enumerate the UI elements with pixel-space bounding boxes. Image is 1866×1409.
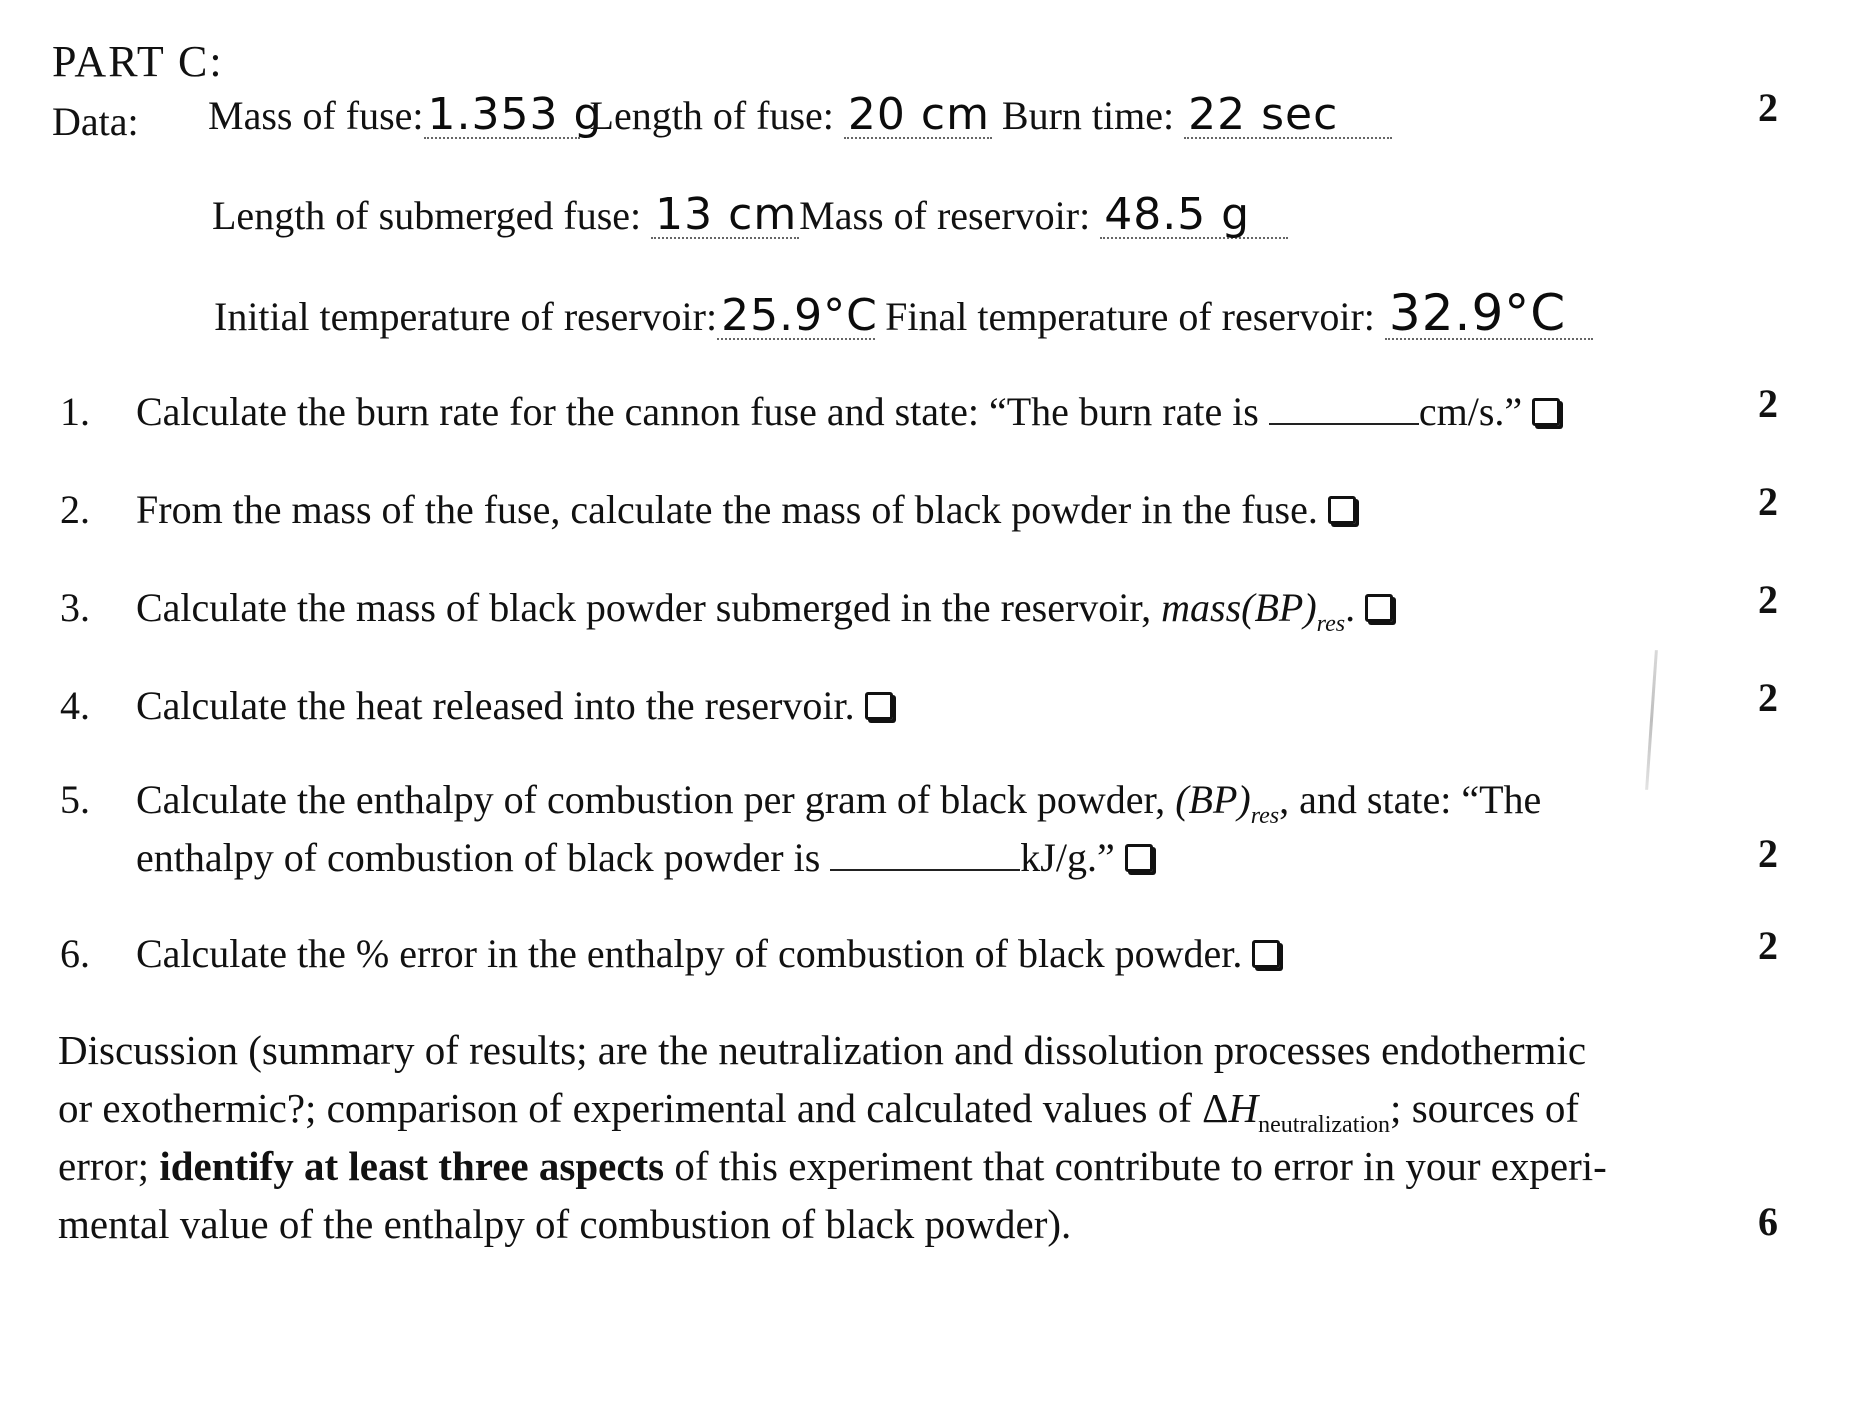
- mass-reservoir-label: Mass of reservoir:: [799, 193, 1091, 238]
- question-text: Calculate the mass of black powder submerged in the reservoir,: [136, 585, 1162, 630]
- math-term: H: [1228, 1085, 1259, 1131]
- data-row-2: [212, 189, 1288, 240]
- math-subscript: neutralization: [1258, 1112, 1391, 1138]
- question-3: [60, 584, 1393, 638]
- question-number: 1.: [60, 389, 90, 434]
- math-subscript: res: [1316, 611, 1346, 637]
- question-5: [60, 776, 1541, 830]
- question-text: enthalpy of combustion of black powder is: [136, 835, 831, 880]
- question-5-points: 2: [1758, 831, 1778, 876]
- question-6-points: 2: [1758, 923, 1778, 968]
- question-4: [60, 682, 893, 729]
- checkbox[interactable]: [1252, 940, 1280, 968]
- discussion-line-1: Discussion (summary of results; are the neutralization and dissolution processes endothermic: [58, 1027, 1587, 1073]
- length-submerged-field[interactable]: 13 cm: [651, 193, 799, 239]
- question-4-points: 2: [1758, 675, 1778, 720]
- mass-of-fuse-label: Mass of fuse:: [208, 93, 424, 138]
- question-number: 2.: [60, 487, 90, 532]
- question-text-end: kJ/g.”: [1020, 835, 1115, 880]
- question-1-points: 2: [1758, 381, 1778, 426]
- final-temp-label: Final temperature of reservoir:: [885, 294, 1375, 339]
- burn-time-field[interactable]: 22 sec: [1184, 93, 1392, 139]
- initial-temp-label: Initial temperature of reservoir:: [214, 294, 718, 339]
- checkbox[interactable]: [1532, 398, 1560, 426]
- discussion-text: error;: [58, 1143, 160, 1189]
- question-1: [60, 388, 1560, 435]
- length-of-fuse-label: Length of fuse:: [589, 93, 834, 138]
- mass-reservoir-field[interactable]: 48.5 g: [1100, 193, 1288, 239]
- discussion-text-end: of this experiment that contribute to error in your experi-: [664, 1143, 1607, 1189]
- checkbox[interactable]: [865, 692, 893, 720]
- question-text: Calculate the burn rate for the cannon fuse and state: “The burn rate is: [136, 389, 1269, 434]
- answer-blank[interactable]: [1269, 419, 1419, 425]
- discussion-text-end: ; sources of: [1390, 1085, 1580, 1131]
- question-number: 3.: [60, 585, 90, 630]
- question-6: [60, 930, 1280, 977]
- checkbox[interactable]: [1328, 496, 1356, 524]
- length-submerged-label: Length of submerged fuse:: [212, 193, 642, 238]
- discussion-text: or exothermic?; comparison of experimental and calculated values of Δ: [58, 1085, 1229, 1131]
- math-term: mass(BP): [1161, 585, 1317, 630]
- question-text: Calculate the enthalpy of combustion per gram of black powder,: [136, 777, 1176, 822]
- question-text-cont: , and state: “The: [1279, 777, 1542, 822]
- final-temp-field[interactable]: 32.9°C: [1385, 288, 1593, 340]
- question-text-end: .: [1345, 585, 1356, 630]
- question-5-line-2: [136, 834, 1153, 881]
- question-2: [60, 486, 1356, 533]
- discussion-points: 6: [1758, 1199, 1778, 1244]
- initial-temp-field[interactable]: 25.9°C: [717, 294, 875, 340]
- length-of-fuse-field[interactable]: 20 cm: [844, 93, 992, 139]
- data-row-3: [214, 284, 1593, 342]
- burn-time-label: Burn time:: [1001, 93, 1175, 138]
- checkbox[interactable]: [1125, 844, 1153, 872]
- discussion-line-2: [58, 1084, 1579, 1139]
- math-term: (BP): [1175, 777, 1251, 822]
- question-number: 6.: [60, 931, 90, 976]
- question-text: Calculate the heat released into the reservoir.: [136, 683, 855, 728]
- question-text: Calculate the % error in the enthalpy of combustion of black powder.: [136, 931, 1243, 976]
- data-points: 2: [1758, 85, 1778, 130]
- question-text-end: cm/s.”: [1418, 389, 1523, 434]
- data-label: Data:: [52, 99, 139, 144]
- part-title: PART C:: [52, 37, 224, 86]
- question-2-points: 2: [1758, 479, 1778, 524]
- discussion-line-4: mental value of the enthalpy of combustion of black powder).: [58, 1201, 1072, 1247]
- question-3-points: 2: [1758, 577, 1778, 622]
- question-text: From the mass of the fuse, calculate the mass of black powder in the fuse.: [136, 487, 1318, 532]
- stray-pen-mark: [1645, 650, 1658, 790]
- checkbox[interactable]: [1365, 594, 1393, 622]
- question-number: 5.: [60, 777, 90, 822]
- discussion-line-3: [58, 1142, 1607, 1190]
- emphasis-text: identify at least three aspects: [159, 1143, 665, 1189]
- answer-blank[interactable]: [830, 865, 1020, 871]
- data-row-1: [208, 89, 1392, 140]
- mass-of-fuse-field[interactable]: 1.353 g: [424, 93, 580, 139]
- question-number: 4.: [60, 683, 90, 728]
- math-subscript: res: [1250, 803, 1280, 829]
